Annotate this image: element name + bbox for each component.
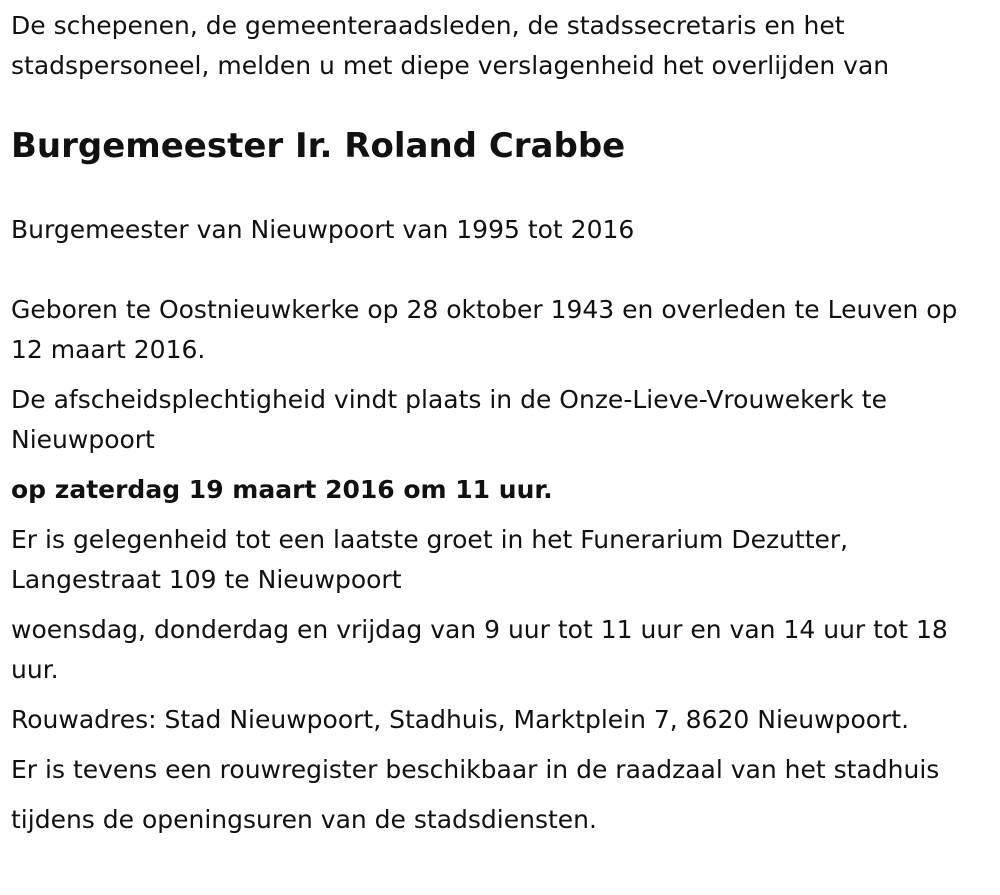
birth-death-text: Geboren te Oostnieuwkerke op 28 oktober 1943 en overleden te Leuven op 12 maart 2016. [11,295,958,364]
mourning-address-text: Rouwadres: Stad Nieuwpoort, Stadhuis, Marktplein 7, 8620 Nieuwpoort. [11,705,910,734]
deceased-name: Burgemeester Ir. Roland Crabbe [11,126,626,166]
ceremony-place-text: De afscheidsplechtigheid vindt plaats in de Onze-Lieve-Vrouwekerk te Nieuwpoort [11,385,887,454]
role-text: Burgemeester van Nieuwpoort van 1995 tot 2016 [11,215,635,244]
farewell-place-text: Er is gelegenheid tot een laatste groet in het Funerarium Dezutter, Langestraat 109 te Nieuwpoort [11,525,849,594]
register-hours-text: tijdens de openingsuren van de stadsdiensten. [11,805,597,834]
register-text: Er is tevens een rouwregister beschikbaar in de raadzaal van het stadhuis [11,755,940,784]
obituary-notice [11,6,986,840]
intro-text: De schepenen, de gemeenteraadsleden, de stadssecretaris en het stadspersoneel, melden u met diepe verslagenheid het overlijden van [11,11,890,80]
farewell-hours-text: woensdag, donderdag en vrijdag van 9 uur tot 11 uur en van 14 uur tot 18 uur. [11,615,948,684]
ceremony-date-text: op zaterdag 19 maart 2016 om 11 uur. [11,475,553,504]
